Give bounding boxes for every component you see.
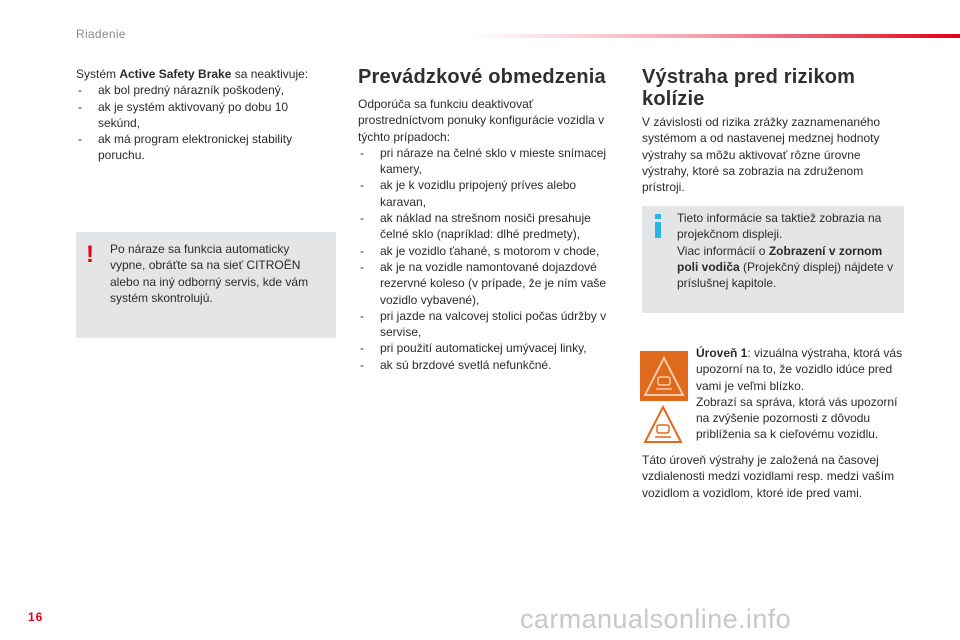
level-1-message: Zobrazí sa správa, ktorá vás upozorní na zvýšenie pozornosti z dôvodu priblíženia sa k cieľovému vozidlu. [696,394,898,442]
col1-intro-prefix: Systém [76,67,120,81]
info-text [677,210,899,291]
heading-operating-limits [358,66,628,88]
list-item: - ak je vozidlo ťahané, s motorom v chode, [358,243,622,259]
list-item: - ak je k vozidlu pripojený príves alebo karavan, [358,177,622,210]
list-item: - ak náklad na strešnom nosiči presahuje čelné sklo (napríklad: dlhé predmety), [358,210,622,243]
list-item: - pri náraze na čelné sklo v mieste snímacej kamery, [358,145,622,178]
info-line-2 [677,243,899,292]
list-item: - ak je na vozidle namontované dojazdové rezervné koleso (v prípade, že je ním vaše vozidlo vybavené), [358,259,622,308]
info-icon [652,214,664,238]
col1-intro-suffix: sa neaktivuje: [231,67,309,81]
col2-intro: Odporúča sa funkciu deaktivovať prostredníctvom ponuky konfigurácie vozidla v týchto prípadoch: [358,97,605,144]
list-item: - ak má program elektronickej stability poruchu. [76,131,328,164]
page-number: 16 [28,610,44,624]
header-accent-line [470,34,960,38]
col1-intro-bold: Active Safety Brake [119,67,232,81]
column-2 [358,96,622,373]
col2-heading: Prevádzkové obmedzenia [358,66,606,88]
list-item: - pri použití automatickej umývacej linky, [358,340,622,356]
info-line-1: Tieto informácie sa taktiež zobrazia na projekčnom displeji. [677,211,882,242]
heading-collision-warning [642,66,912,110]
col1-intro [76,66,328,82]
level-1-text [696,345,906,443]
col3-bottom-text: Táto úroveň výstrahy je založená na časovej vzdialenosti medzi vozidlami resp. medzi vaším vozidlom a vozidlom, ktoré ide pred vami. [642,453,895,500]
col3-intro: V závislosti od rizika zrážky zaznamenaného systémom a od nastavenej medznej hodnoty výstrahy sa môžu aktivovať rôzne úrovne výstrahy, ktoré sa zobrazia na združenom prístroji. [642,115,881,195]
list-item: - pri jazde na valcovej stolici počas údržby v servise, [358,308,622,341]
column-1 [76,66,328,164]
list-item: - ak bol predný nárazník poškodený, [76,82,328,98]
list-item: - ak je systém aktivovaný po dobu 10 sekúnd, [76,99,328,132]
collision-warning-icon-outline [642,404,684,446]
info-line2-bold: Zobrazení v zornom poli vodiča [677,243,883,274]
exclamation-icon: ! [86,241,94,268]
warning-text: Po náraze sa funkcia automaticky vypne, obráťte sa na sieť CITROËN alebo na iný odborný servis, kde vám systém skontrolujú. [110,242,309,305]
level-1-label: Úroveň 1 [696,346,748,360]
level-1-desc: : vizuálna výstraha, ktorá vás upozorní na to, že vozidlo idúce pred vami je veľmi blízko. [696,346,903,393]
info-line2-suffix: (Projekčný displej) nájdete v príslušnej kapitole. [677,259,894,291]
col3-heading: Výstraha pred rizikom kolízie [642,66,856,110]
col1-list [76,82,328,163]
section-title: Riadenie [76,27,126,41]
col2-list [358,145,622,373]
watermark: carmanualsonline.info [520,604,792,634]
collision-warning-icon-filled [640,351,688,401]
level-1-line [696,345,906,394]
info-line2-prefix: Viac informácií o [677,243,769,258]
list-item: - ak sú brzdové svetlá nefunkčné. [358,357,622,373]
